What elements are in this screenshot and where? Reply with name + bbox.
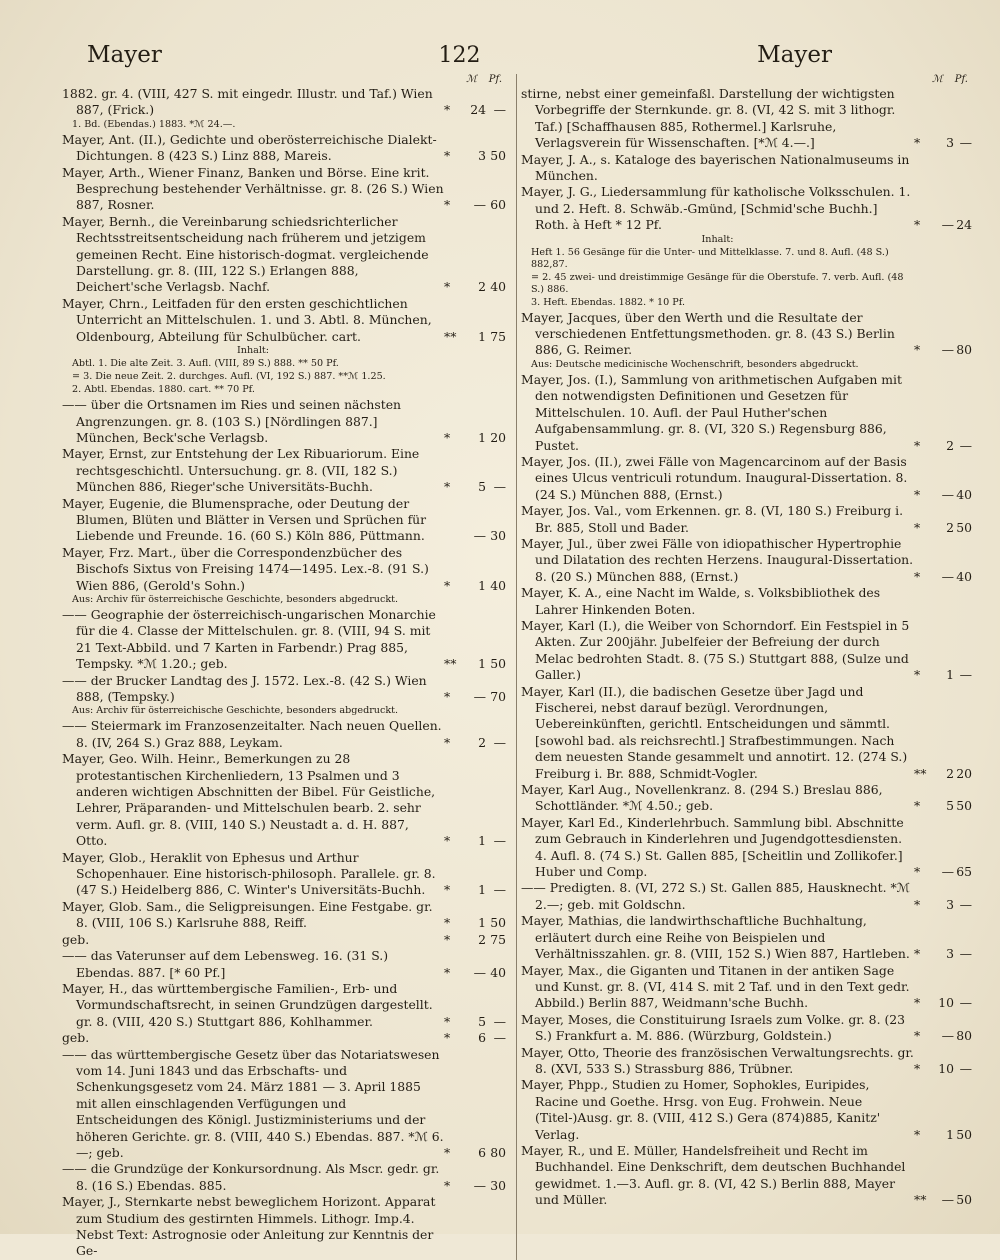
- bibliography-entry: [62, 132, 506, 165]
- price-mark: —: [941, 486, 954, 502]
- price-pfennig: 65: [956, 864, 972, 880]
- price-mark: —: [941, 1192, 954, 1208]
- price-pfennig: —: [959, 667, 972, 683]
- entry-price: [444, 528, 506, 544]
- bibliography-entry: [521, 963, 972, 1012]
- entry-text: geb.: [62, 931, 90, 947]
- entry-note: 2. Abtl. Ebendas. 1880. cart. ** 70 Pf.: [72, 384, 255, 396]
- entry-price: [444, 965, 506, 981]
- price-marker: *: [444, 882, 451, 898]
- price-pfennig: —: [493, 479, 507, 495]
- entry-price: [914, 798, 972, 814]
- price-pfennig: —: [493, 1013, 507, 1029]
- entry-price: [444, 932, 506, 948]
- price-pfennig: 80: [956, 342, 972, 358]
- price-marker: *: [914, 1028, 921, 1044]
- bibliography-entry: [62, 296, 506, 345]
- bibliography-entry: [521, 454, 972, 503]
- bibliography-entry: [62, 981, 506, 1030]
- price-mark: 2: [946, 437, 954, 453]
- price-marker: *: [914, 1126, 921, 1142]
- entry-price: [914, 766, 972, 782]
- entry-text: Mayer, Ernst, zur Entstehung der Lex Ribuariorum. Eine rechtsgeschichtl. Untersuchung. gr. 8. (VII, 182 S.) München 886, Rieger'sche Universitäts-Buchh.: [62, 446, 420, 495]
- price-mark: 1: [478, 656, 487, 672]
- price-mark: 10: [938, 995, 954, 1011]
- price-pfennig: 50: [956, 798, 972, 814]
- entry-text: Mayer, J., Sternkarte nebst beweglichem Horizont. Apparat zum Studium des gestirnten Himmels. Lithogr. Imp.4. Nebst Text: Astrognosie oder Anleitung zur Kenntnis der Ge-: [62, 1194, 436, 1259]
- entry-price: [444, 329, 506, 345]
- price-marker: *: [444, 689, 451, 704]
- entry-price: [444, 430, 506, 446]
- price-pfennig: —: [959, 1060, 972, 1076]
- price-marker: *: [914, 946, 921, 962]
- bibliography-entry: [62, 948, 506, 981]
- price-pfennig: 40: [490, 964, 507, 980]
- currency-pf: Pf.: [488, 74, 503, 85]
- entry-price: [914, 569, 972, 585]
- entry-price: [914, 1028, 972, 1044]
- bibliography-entry: [62, 718, 506, 751]
- price-marker: *: [444, 1144, 451, 1160]
- entry-text: —— der Brucker Landtag des J. 1572. Lex.-8. (42 S.) Wien 888, (Tempsky.): [62, 672, 427, 704]
- price-marker: *: [914, 798, 921, 814]
- entry-note: = 2. 45 zwei- und dreistimmige Gesänge für die Oberstufe. 7. verb. Aufl. (48 S.) 886.: [531, 271, 904, 295]
- bibliography-entry: [521, 372, 972, 454]
- bibliography-entry: [521, 1077, 972, 1143]
- price-mark: 5: [478, 479, 487, 495]
- entry-text: Mayer, Geo. Wilh. Heinr., Bemerkungen zu 28 protestantischen Kirchenliedern, 13 Psalmen und 3 anderen wichtigen Abschnitten der Bibel. Für Geistliche, Lehrer, Präparanden- und Mittelschulen bearb. 2. sehr verm. Aufl. gr. 8. (VIII, 140 S.) Neustadt a. d. H. 887, Otto.: [62, 751, 436, 849]
- entry-note: Aus: Archiv für österreichische Geschichte, besonders abgedruckt.: [72, 593, 399, 605]
- entry-text: Mayer, Karl Ed., Kinderlehrbuch. Sammlung bibl. Abschnitte zum Gebrauch in Kinderlehren und Jugendgottesdiensten. 4. Aufl. 8. (74 S.) St. Gallen 885, [Scheitlin und Zollikofer.] Huber und Comp.: [521, 814, 904, 880]
- price-mark: 2: [946, 519, 954, 535]
- entry-text: Mayer, Karl Aug., Novellenkranz. 8. (294 S.) Breslau 886, Schottländer. *ℳ 4.50.; geb.: [521, 782, 883, 814]
- price-mark: 1: [946, 1126, 954, 1142]
- bibliography-entry: [521, 684, 972, 782]
- bibliography-entry: [62, 496, 506, 545]
- entry-text: Mayer, K. A., eine Nacht im Walde, s. Volksbibliothek des Lahrer Hinkenden Boten.: [521, 585, 881, 617]
- entry-note: 3. Heft. Ebendas. 1882. * 10 Pf.: [531, 296, 685, 308]
- price-mark: 3: [946, 135, 954, 151]
- price-pfennig: —: [959, 135, 972, 151]
- entry-price: [914, 1061, 972, 1077]
- price-pfennig: 60: [490, 197, 507, 213]
- entry-text: Mayer, Arth., Wiener Finanz, Banken und Börse. Eine krit. Besprechung bestehender Verhältnisse. gr. 8. (26 S.) Wien 887, Rosner.: [62, 164, 444, 213]
- entry-text: Mayer, Jos. Val., vom Erkennen. gr. 8. (VI, 180 S.) Freiburg i. Br. 885, Stoll und Bader.: [521, 503, 904, 535]
- entry-price: [444, 735, 506, 751]
- bibliography-entry: [521, 913, 972, 962]
- entry-note: 1. Bd. (Ebendas.) 1883. *ℳ 24.—.: [72, 118, 236, 130]
- entry-note: Aus: Archiv für österreichische Geschichte, besonders abgedruckt.: [72, 705, 399, 717]
- price-pfennig: 24: [956, 217, 972, 233]
- price-pfennig: 70: [490, 689, 507, 704]
- entry-price: [444, 578, 506, 594]
- price-marker: [444, 528, 460, 544]
- entry-text: Mayer, R., und E. Müller, Handelsfreiheit und Recht im Buchhandel. Eine Denkschrift, dem deutschen Buchhandel gewidmet. 1.—3. Aufl. gr. 8. (VI, 42 S.) Berlin 888, Mayer und Müller.: [521, 1142, 906, 1208]
- entry-text: —— Predigten. 8. (VI, 272 S.) St. Gallen 885, Hausknecht. *ℳ 2.—; geb. mit Goldschn.: [521, 880, 910, 912]
- bibliography-entry: [62, 214, 506, 296]
- bibliography-entry: [62, 446, 506, 495]
- price-marker: *: [444, 931, 451, 947]
- entry-price: [444, 882, 506, 898]
- price-pfennig: 40: [956, 486, 972, 502]
- entry-note: Heft 1. 56 Gesänge für die Unter- und Mittelklasse. 7. und 8. Aufl. (48 S.) 882,87.: [531, 246, 889, 270]
- bibliography-entry: [521, 503, 972, 536]
- price-pfennig: 50: [490, 915, 507, 931]
- entry-text: Mayer, J. A., s. Kataloge des bayerischen Nationalmuseums in München.: [521, 151, 910, 184]
- entry-text: Mayer, Otto, Theorie des französischen Verwaltungsrechts. gr. 8. (XVI, 533 S.) Strassburg 886, Trübner.: [521, 1044, 914, 1076]
- entry-price: [444, 279, 506, 295]
- bibliography-entry: [521, 815, 972, 881]
- entry-text: 1882. gr. 4. (VIII, 427 S. mit eingedr. Illustr. und Taf.) Wien 887, (Frick.): [62, 86, 433, 118]
- entry-note: Abtl. 1. Die alte Zeit. 3. Aufl. (VIII, 89 S.) 888. ** 50 Pf.: [72, 358, 339, 370]
- entry-price: [914, 217, 972, 233]
- entry-price: [914, 897, 972, 913]
- price-mark: 2: [478, 734, 487, 750]
- price-mark: 1: [478, 429, 487, 445]
- entry-price: [444, 1014, 506, 1030]
- entry-price: [914, 520, 972, 536]
- price-marker: *: [444, 833, 451, 849]
- bibliography-entry: [521, 585, 972, 618]
- currency-header-right: [521, 74, 972, 86]
- entry-price: [444, 833, 506, 849]
- entry-text: Mayer, J. G., Liedersammlung für katholische Volksschulen. 1. und 2. Heft. 8. Schwäb.-Gmünd, [Schmid'sche Buchh.] Roth. à Heft * 12 Pf.: [521, 184, 911, 233]
- entry-price: [914, 667, 972, 683]
- bibliography-entry: [521, 1143, 972, 1209]
- entry-price: [444, 479, 506, 495]
- price-pfennig: 75: [490, 931, 507, 947]
- currency-mark-right: ℳ: [932, 74, 943, 85]
- entry-text: Mayer, Bernh., die Vereinbarung schiedsrichterlicher Rechtsstreitsentscheidung nach früherem und jetzigem gemeinen Recht. Eine historisch-dogmat. vergleichende Darstellung. gr. 8. (III, 122 S.) Erlangen 888, Deichert'sche Verlagsb. Nachf.: [62, 213, 429, 295]
- price-marker: **: [444, 328, 457, 344]
- entry-price: [444, 1145, 506, 1161]
- entry-price: [444, 148, 506, 164]
- price-pfennig: 50: [956, 1126, 972, 1142]
- price-mark: 2: [478, 931, 487, 947]
- price-mark: —: [941, 568, 954, 584]
- entry-text: —— das württembergische Gesetz über das Notariatswesen vom 14. Juni 1843 und das Erbschafts- und Schenkungsgesetz vom 24. März 1881 — 3. April 1885 mit allen einschlagenden Verfügungen und Entscheidungen des Königl. Justizministeriums und der höheren Gerichte. gr. 8. (VIII, 440 S.) Ebendas. 887. *ℳ 6.—; geb.: [62, 1046, 444, 1160]
- currency-pf-right: Pf.: [954, 74, 968, 85]
- price-marker: **: [444, 656, 457, 672]
- bibliography-entry: [521, 86, 972, 152]
- price-mark: —: [941, 1028, 954, 1044]
- bibliography-entry: [62, 397, 506, 446]
- entry-price: [444, 197, 506, 213]
- entry-text: Mayer, Ant. (II.), Gedichte und oberösterreichische Dialekt-Dichtungen. 8 (423 S.) Linz 888, Mareis.: [62, 131, 437, 164]
- entry-price: [914, 1127, 972, 1143]
- price-pfennig: —: [959, 946, 972, 962]
- price-marker: *: [914, 568, 921, 584]
- price-marker: *: [914, 519, 921, 535]
- entry-price: [444, 915, 506, 931]
- bibliography-entry: [521, 782, 972, 815]
- price-mark: 3: [946, 946, 954, 962]
- contents-heading: Inhalt:: [701, 233, 734, 245]
- price-marker: *: [914, 864, 921, 880]
- entry-text: Mayer, Jul., über zwei Fälle von idiopathischer Hypertrophie und Dilatation des rechten Herzens. Inaugural-Dissertation. 8. (20 S.) München 888, (Ernst.): [521, 535, 914, 584]
- header-left-title: Mayer: [87, 42, 162, 68]
- entry-text: Mayer, Mathias, die landwirthschaftliche Buchhaltung, erläutert durch eine Reihe von Beispielen und Verhältnisszahlen. gr. 8. (VIII, 152 S.) Wien 887, Hartleben.: [521, 913, 910, 962]
- price-pfennig: 30: [490, 1177, 507, 1193]
- page-header: [62, 42, 972, 72]
- bibliography-entry: [62, 1030, 506, 1046]
- bibliography-entry: [521, 184, 972, 233]
- bibliography-entry: [521, 536, 972, 585]
- price-mark: 1: [946, 667, 954, 683]
- price-pfennig: 20: [490, 429, 507, 445]
- bibliography-entry: [62, 850, 506, 899]
- entry-text: Mayer, Moses, die Constituirung Israels zum Volke. gr. 8. (23 S.) Frankfurt a. M. 886. (Würzburg, Goldstein.): [521, 1011, 906, 1044]
- price-pfennig: —: [493, 102, 507, 118]
- bibliography-entry: [521, 152, 972, 185]
- bibliography-entry: [62, 932, 506, 948]
- price-marker: *: [914, 217, 921, 233]
- price-pfennig: 80: [490, 1144, 507, 1160]
- entry-text: Mayer, Chrn., Leitfaden für den ersten geschichtlichen Unterricht an Mittelschulen. 1. und 3. Abtl. 8. München, Oldenbourg, Abteilung für Schulbücher. cart.: [62, 295, 432, 344]
- entry-text: geb.: [62, 1030, 90, 1046]
- entry-price: [914, 135, 972, 151]
- entry-price: [914, 995, 972, 1011]
- bibliography-entry: [62, 673, 506, 706]
- price-mark: 2: [946, 765, 954, 781]
- price-mark: 1: [478, 577, 487, 593]
- price-pfennig: 75: [490, 328, 507, 344]
- price-pfennig: —: [959, 437, 972, 453]
- entry-text: Mayer, Glob., Heraklit von Ephesus und Arthur Schopenhauer. Eine historisch-philosoph. Parallele. gr. 8. (47 S.) Heidelberg 886, C. Winter's Universitäts-Buchh.: [62, 849, 436, 898]
- entry-text: Mayer, Glob. Sam., die Seligpreisungen. Eine Festgabe. gr. 8. (VIII, 106 S.) Karlsruhe 888, Reiff.: [62, 898, 433, 931]
- currency-mark: ℳ: [466, 74, 477, 85]
- price-mark: 5: [946, 798, 954, 814]
- price-mark: 6: [478, 1030, 487, 1046]
- entry-text: Mayer, Karl (I.), die Weiber von Schorndorf. Ein Festspiel in 5 Akten. Zur 200jähr. Jubelfeier der Befreiung der durch Melac bedrohten Stadt. 8. (75 S.) Stuttgart 888, (Sulze und Galler.): [521, 617, 910, 683]
- bibliography-entry: [62, 165, 506, 214]
- bibliography-entry: [62, 751, 506, 849]
- price-marker: *: [914, 486, 921, 502]
- price-pfennig: —: [493, 734, 507, 750]
- entry-text: —— Geographie der österreichisch-ungarischen Monarchie für die 4. Classe der Mittelschulen. gr. 8. (VIII, 94 S. mit 21 Text-Abbild. und 7 Karten in Farbendr.) Prag 885, Tempsky. *ℳ 1.20.; geb.: [62, 606, 436, 672]
- price-mark: 1: [478, 915, 487, 931]
- entry-text: Mayer, Frz. Mart., über die Correspondenzbücher des Bischofs Sixtus von Freising 1474—1495. Lex.-8. (91 S.) Wien 886, (Gerold's Sohn.): [62, 544, 429, 593]
- price-pfennig: 50: [490, 148, 507, 164]
- price-marker: *: [914, 1060, 921, 1076]
- entry-text: —— die Grundzüge der Konkursordnung. Als Mscr. gedr. gr. 8. (16 S.) Ebendas. 885.: [62, 1161, 440, 1193]
- bibliography-entry: [62, 86, 506, 119]
- price-marker: **: [914, 1192, 927, 1208]
- bibliography-entry: [62, 1194, 506, 1260]
- entry-price: [444, 656, 506, 672]
- entry-note: Aus: Deutsche medicinische Wochenschrift, besonders abgedruckt.: [531, 358, 859, 370]
- price-marker: *: [444, 734, 451, 750]
- page-number: 122: [438, 43, 481, 68]
- price-marker: *: [444, 915, 451, 931]
- price-mark: 6: [478, 1144, 487, 1160]
- entry-text: Mayer, H., das württembergische Familien-, Erb- und Vormundschaftsrecht, in seinen Grundzügen dargestellt. gr. 8. (VIII, 420 S.) Stuttgart 886, Kohlhammer.: [62, 980, 433, 1029]
- price-marker: *: [444, 102, 451, 118]
- price-pfennig: 50: [956, 519, 972, 535]
- entry-price: [444, 689, 506, 705]
- price-mark: 1: [478, 833, 487, 849]
- price-pfennig: 30: [490, 528, 507, 544]
- price-marker: *: [444, 429, 451, 445]
- price-mark: 1: [478, 882, 487, 898]
- entry-price: [914, 487, 972, 503]
- price-marker: *: [444, 1013, 451, 1029]
- entry-price: [914, 342, 972, 358]
- price-marker: *: [444, 479, 451, 495]
- price-mark: 1: [478, 328, 487, 344]
- price-pfennig: —: [959, 995, 972, 1011]
- contents-heading: Inhalt:: [237, 345, 270, 357]
- entry-text: Mayer, Jacques, über den Werth und die Resultate der verschiedenen Entfettungsmethoden. gr. 8. (43 S.) Berlin 886, G. Reimer.: [521, 309, 895, 358]
- price-mark: —: [941, 342, 954, 358]
- price-mark: —: [473, 528, 487, 544]
- price-mark: 5: [478, 1013, 487, 1029]
- entry-text: Mayer, Jos. (I.), Sammlung von arithmetischen Aufgaben mit den notwendigsten Definitionen und Gesetzen für Mittelschulen. 10. Aufl. der Paul Huther'schen Aufgabensammlung. gr. 8. (VI, 320 S.) Regensburg 886, Pustet.: [521, 371, 902, 453]
- price-pfennig: 80: [956, 1028, 972, 1044]
- price-mark: —: [473, 689, 487, 704]
- entry-note: = 3. Die neue Zeit. 2. durchges. Aufl. (VI, 192 S.) 887. **ℳ 1.25.: [72, 371, 386, 383]
- price-marker: *: [444, 1030, 451, 1046]
- entry-price: [914, 946, 972, 962]
- price-mark: 2: [478, 279, 487, 295]
- header-right-title: Mayer: [757, 42, 832, 68]
- bibliography-entry: [521, 880, 972, 913]
- price-pfennig: 50: [956, 1192, 972, 1208]
- price-marker: *: [444, 1177, 451, 1193]
- bibliography-entry: [521, 1045, 972, 1078]
- price-marker: *: [444, 197, 451, 213]
- price-pfennig: 40: [490, 577, 507, 593]
- entry-text: Mayer, Max., die Giganten und Titanen in der antiken Sage und Kunst. gr. 8. (VI, 414 S. mit 2 Taf. und in den Text gedr. Abbild.) Berlin 887, Weidmann'sche Buchh.: [521, 962, 910, 1011]
- bibliography-entry: [62, 545, 506, 594]
- price-marker: *: [914, 135, 921, 151]
- bibliography-entry: [521, 310, 972, 359]
- columns: [62, 74, 972, 1260]
- price-mark: —: [473, 197, 487, 213]
- bibliography-entry: [521, 1012, 972, 1045]
- entry-text: Mayer, Karl (II.), die badischen Gesetze über Jagd und Fischerei, nebst darauf bezügl. Verordnungen, Uebereinkünften, gerichtl. Entscheidungen und sämmtl. [sowohl bad. als reichsrechtl.] Strafbestimmungen. Nach dem neuesten Stande gesammelt und annotirt. 12. (274 S.) Freiburg i. Br. 888, Schmidt-Vogler.: [521, 683, 908, 781]
- price-marker: *: [914, 342, 921, 358]
- entry-price: [914, 438, 972, 454]
- entry-text: Mayer, Jos. (II.), zwei Fälle von Magencarcinom auf der Basis eines Ulcus ventriculi rotundum. Inaugural-Dissertation. 8. (24 S.) München 888, (Ernst.): [521, 453, 908, 502]
- entry-price: [444, 1030, 506, 1046]
- price-marker: *: [444, 577, 451, 593]
- left-column: [62, 74, 506, 1260]
- entry-price: [444, 102, 506, 118]
- entry-text: stirne, nebst einer gemeinfaßl. Darstellung der wichtigsten Vorbegriffe der Sternkunde. gr. 8. (VI, 42 S. mit 3 lithogr. Taf.) [Schaffhausen 885, Rothermel.] Karlsruhe, Verlagsverein für Wissenschaften. [*ℳ 4.—.]: [521, 86, 896, 151]
- price-marker: *: [914, 667, 921, 683]
- price-marker: **: [914, 765, 927, 781]
- entry-price: [914, 864, 972, 880]
- price-pfennig: —: [493, 1030, 507, 1046]
- bibliography-entry: [521, 618, 972, 684]
- entry-text: —— Steiermark im Franzosenzeitalter. Nach neuen Quellen. 8. (IV, 264 S.) Graz 888, Leykam.: [62, 718, 442, 750]
- price-marker: *: [444, 964, 451, 980]
- price-mark: —: [941, 217, 954, 233]
- entry-text: Mayer, Phpp., Studien zu Homer, Sophokles, Euripides, Racine und Goethe. Hrsg. von Eug. Frohwein. Neue (Titel-)Ausg. gr. 8. (VIII, 412 S.) Gera (874)885, Kanitz' Verlag.: [521, 1077, 881, 1142]
- bibliography-entry: [62, 899, 506, 932]
- entry-price: [444, 1178, 506, 1194]
- bibliography-entry: [62, 607, 506, 673]
- price-pfennig: 40: [490, 279, 507, 295]
- price-pfennig: 40: [956, 568, 972, 584]
- price-mark: 24: [470, 102, 487, 118]
- price-mark: 3: [478, 148, 487, 164]
- price-mark: —: [473, 964, 487, 980]
- price-marker: *: [914, 995, 921, 1011]
- entry-price: [914, 1192, 972, 1208]
- entry-text: —— über die Ortsnamen im Ries und seinen nächsten Angrenzungen. gr. 8. (103 S.) [Nördlingen 887.] München, Beck'sche Verlagsb.: [62, 397, 402, 445]
- price-marker: *: [444, 148, 451, 164]
- price-pfennig: —: [493, 833, 507, 849]
- price-pfennig: —: [493, 882, 507, 898]
- price-mark: 3: [946, 896, 954, 912]
- currency-header: [62, 74, 506, 86]
- price-mark: —: [473, 1177, 487, 1193]
- price-mark: —: [941, 864, 954, 880]
- price-marker: *: [914, 896, 921, 912]
- entry-text: Mayer, Eugenie, die Blumensprache, oder Deutung der Blumen, Blüten und Blätter in Versen und Sprüchen für Liebende und Freunde. 16. (60 S.) Köln 886, Püttmann.: [62, 495, 427, 544]
- price-pfennig: 50: [490, 656, 507, 672]
- right-column: [516, 74, 972, 1260]
- bibliography-entry: [62, 1047, 506, 1162]
- price-pfennig: 20: [956, 765, 972, 781]
- price-marker: *: [914, 437, 921, 453]
- price-mark: 10: [938, 1060, 954, 1076]
- price-pfennig: —: [959, 896, 972, 912]
- price-marker: *: [444, 279, 451, 295]
- bibliography-entry: [62, 1161, 506, 1194]
- entry-text: —— das Vaterunser auf dem Lebensweg. 16. (31 S.) Ebendas. 887. [* 60 Pf.]: [62, 948, 389, 980]
